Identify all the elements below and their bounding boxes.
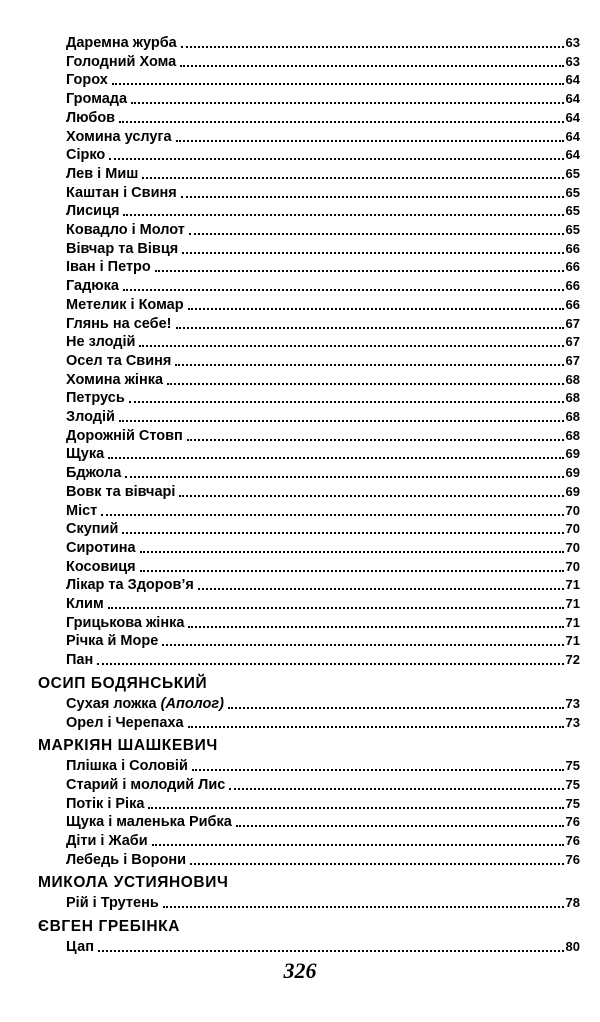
entry-page-number: 66 xyxy=(565,296,580,312)
toc-entry xyxy=(66,576,580,594)
dot-leader xyxy=(188,626,563,628)
entry-page-number: 66 xyxy=(565,259,580,275)
entry-page-number: 65 xyxy=(565,203,580,219)
dot-leader xyxy=(176,327,564,329)
entry-page-number: 63 xyxy=(565,35,580,50)
entry-title: Голодний Хома xyxy=(66,53,177,70)
entry-page-number: 71 xyxy=(565,633,580,649)
entry-page-number: 64 xyxy=(565,72,580,88)
toc-entry xyxy=(66,296,580,314)
entry-page-number: 78 xyxy=(565,895,580,911)
entry-page-number: 69 xyxy=(565,483,580,499)
entry-title: Хомина жінка xyxy=(66,371,164,388)
dot-leader xyxy=(229,788,563,790)
dot-leader xyxy=(187,439,564,441)
dot-leader xyxy=(108,457,563,459)
dot-leader xyxy=(188,726,564,728)
toc-entry xyxy=(66,938,580,956)
entry-page-number: 69 xyxy=(565,465,580,481)
toc-entry xyxy=(66,240,580,258)
entry-page-number: 72 xyxy=(565,652,580,668)
dot-leader xyxy=(181,46,564,48)
dot-leader xyxy=(192,769,564,771)
entry-title: Скупий xyxy=(66,521,119,538)
entry-page-number: 71 xyxy=(565,577,580,593)
toc-entry xyxy=(66,408,580,426)
entry-page-number: 68 xyxy=(565,371,580,387)
toc-entry xyxy=(66,776,580,794)
entry-page-number: 71 xyxy=(565,596,580,611)
entry-page-number: 68 xyxy=(565,427,580,443)
author-heading: ОСИП БОДЯНСЬКИЙ xyxy=(38,674,208,692)
entry-page-number: 67 xyxy=(565,334,580,350)
dot-leader xyxy=(139,345,563,347)
toc-entry xyxy=(66,520,580,538)
dot-leader xyxy=(123,214,563,216)
entry-title: Плішка і Соловій xyxy=(66,758,188,775)
toc-entry xyxy=(66,832,580,850)
dot-leader xyxy=(97,663,563,665)
toc-entry xyxy=(66,277,580,295)
entry-page-number: 76 xyxy=(565,833,580,848)
dot-leader xyxy=(131,102,563,104)
toc-entry xyxy=(66,445,580,463)
entry-page-number: 64 xyxy=(565,128,580,144)
toc-entry xyxy=(66,894,580,912)
toc-entry xyxy=(66,632,580,650)
entry-title: Орел і Черепаха xyxy=(66,714,184,731)
toc-entry xyxy=(66,595,580,613)
entry-title: Річка й Море xyxy=(66,633,159,650)
toc-entry xyxy=(66,258,580,276)
entry-title: Глянь на себе! xyxy=(66,315,172,332)
toc-entry xyxy=(66,714,580,732)
entry-title: Злодій xyxy=(66,409,115,425)
entry-page-number: 65 xyxy=(565,222,580,237)
entry-page-number: 76 xyxy=(565,851,580,867)
entry-page-number: 63 xyxy=(565,53,580,69)
entry-page-number: 67 xyxy=(565,315,580,331)
entry-title: Бджола xyxy=(66,465,122,482)
entry-title: Лисиця xyxy=(66,203,120,220)
toc-entry xyxy=(66,539,580,557)
entry-title: Старий і молодий Лис xyxy=(66,776,226,793)
dot-leader xyxy=(148,807,563,809)
entry-title: Громада xyxy=(66,91,128,108)
entry-page-number: 70 xyxy=(565,558,580,574)
entry-title: Даремна журба xyxy=(66,35,177,51)
dot-leader xyxy=(188,308,564,310)
entry-title: Не злодій xyxy=(66,334,136,351)
toc-entry xyxy=(66,90,580,108)
entry-title: Міст xyxy=(66,502,98,519)
entry-title: Сиротина xyxy=(66,539,136,556)
entry-page-number: 66 xyxy=(565,240,580,256)
toc-entry xyxy=(66,128,580,146)
page-number: 326 xyxy=(283,958,317,983)
entry-title: Вовк та вівчарі xyxy=(66,483,176,500)
entry-page-number: 67 xyxy=(565,352,580,368)
entry-title: Іван і Петро xyxy=(66,259,151,276)
toc-entry xyxy=(66,651,580,669)
toc-entry xyxy=(66,813,580,831)
dot-leader xyxy=(189,233,564,235)
entry-page-number: 71 xyxy=(565,614,580,630)
dot-leader xyxy=(198,588,564,590)
toc-entry xyxy=(66,202,580,220)
entry-title: Дорожній Стовп xyxy=(66,427,183,444)
dot-leader xyxy=(112,83,564,85)
dot-leader xyxy=(179,495,563,497)
dot-leader xyxy=(119,420,564,422)
toc-entry xyxy=(66,53,580,71)
toc-entry xyxy=(66,464,580,482)
entry-page-number: 65 xyxy=(565,165,580,181)
toc-entry xyxy=(66,333,580,351)
toc-entry xyxy=(66,109,580,127)
entry-title: Лев і Миш xyxy=(66,165,139,182)
author-heading: ЄВГЕН ГРЕБІНКА xyxy=(38,918,181,936)
dot-leader xyxy=(180,65,563,67)
entry-title: Цап xyxy=(66,939,94,956)
entry-title: Сухая ложка (Аполог) xyxy=(66,695,224,712)
author-heading: МАРКІЯН ШАШКЕВИЧ xyxy=(38,737,218,755)
entry-title: Клим xyxy=(66,596,104,612)
toc-entry xyxy=(66,352,580,370)
dot-leader xyxy=(98,950,564,952)
dot-leader xyxy=(236,825,564,827)
toc-entry xyxy=(66,165,580,183)
toc-entry xyxy=(66,371,580,389)
entry-title: Ковадло і Молот xyxy=(66,222,185,238)
toc-entry xyxy=(66,71,580,89)
entry-page-number: 66 xyxy=(565,278,580,294)
dot-leader xyxy=(167,383,564,385)
dot-leader xyxy=(140,570,564,572)
dot-leader xyxy=(176,140,564,142)
dot-leader xyxy=(162,644,563,646)
entry-page-number: 70 xyxy=(565,502,580,518)
entry-title: Любов xyxy=(66,109,116,126)
toc-entry xyxy=(66,695,580,713)
entry-title: Щука xyxy=(66,446,105,463)
dot-leader xyxy=(175,364,563,366)
dot-leader xyxy=(163,906,564,908)
entry-page-number: 68 xyxy=(565,390,580,406)
dot-leader xyxy=(125,476,563,478)
entry-note: (Аполог) xyxy=(160,695,224,712)
entry-title: Осел та Свиня xyxy=(66,352,172,369)
entry-title: Горох xyxy=(66,72,108,89)
entry-page-number: 73 xyxy=(565,714,580,730)
entry-title: Діти і Жаби xyxy=(66,833,148,849)
toc-entry xyxy=(66,146,580,164)
entry-page-number: 64 xyxy=(565,91,580,107)
dot-leader xyxy=(142,177,563,179)
entry-page-number: 69 xyxy=(565,446,580,462)
entry-title: Лебедь і Ворони xyxy=(66,851,186,868)
toc-entry xyxy=(66,614,580,632)
toc-entry xyxy=(66,502,580,520)
entry-page-number: 73 xyxy=(565,695,580,711)
entry-page-number: 70 xyxy=(565,539,580,555)
entry-page-number: 75 xyxy=(565,795,580,811)
entry-page-number: 64 xyxy=(565,147,580,163)
dot-leader xyxy=(155,270,564,272)
entry-title: Каштан і Свиня xyxy=(66,184,177,201)
entry-title: Петрусь xyxy=(66,390,125,407)
toc-entry xyxy=(66,389,580,407)
entry-title: Косовиця xyxy=(66,558,136,575)
entry-title: Гадюка xyxy=(66,278,120,295)
toc-entry xyxy=(66,427,580,445)
entry-page-number: 75 xyxy=(565,758,580,774)
entry-title: Сірко xyxy=(66,147,106,164)
toc-entry xyxy=(66,558,580,576)
dot-leader xyxy=(181,196,564,198)
dot-leader xyxy=(101,514,563,516)
toc-entry xyxy=(66,795,580,813)
entry-page-number: 68 xyxy=(565,409,580,424)
entry-title: Потік і Ріка xyxy=(66,795,145,812)
dot-leader xyxy=(140,551,564,553)
entry-page-number: 65 xyxy=(565,184,580,200)
toc-entry xyxy=(66,184,580,202)
toc-entry xyxy=(66,34,580,52)
entry-page-number: 70 xyxy=(565,521,580,537)
author-heading: МИКОЛА УСТИЯНОВИЧ xyxy=(38,874,229,892)
dot-leader xyxy=(129,401,564,403)
entry-title: Хомина услуга xyxy=(66,128,172,145)
toc-entry xyxy=(66,221,580,239)
dot-leader xyxy=(228,707,564,709)
dot-leader xyxy=(119,121,563,123)
entry-page-number: 64 xyxy=(565,109,580,125)
entry-page-number: 76 xyxy=(565,814,580,830)
dot-leader xyxy=(152,844,564,846)
dot-leader xyxy=(123,289,564,291)
dot-leader xyxy=(122,532,563,534)
dot-leader xyxy=(190,863,564,865)
toc-entry xyxy=(66,851,580,869)
entry-title: Лікар та Здоров’я xyxy=(66,577,194,594)
dot-leader xyxy=(108,607,564,609)
entry-title: Грицькова жінка xyxy=(66,614,185,631)
entry-page-number: 75 xyxy=(565,776,580,792)
toc-entry xyxy=(66,757,580,775)
entry-title: Рій і Трутень xyxy=(66,895,159,912)
dot-leader xyxy=(109,158,563,160)
entry-title: Вівчар та Вівця xyxy=(66,240,179,257)
entry-title: Пан xyxy=(66,652,94,669)
toc-entry xyxy=(66,315,580,333)
dot-leader xyxy=(182,252,563,254)
entry-title: Метелик і Комар xyxy=(66,296,184,313)
entry-title: Щука і маленька Рибка xyxy=(66,814,232,831)
entry-page-number: 80 xyxy=(565,939,580,955)
toc-entry xyxy=(66,483,580,501)
